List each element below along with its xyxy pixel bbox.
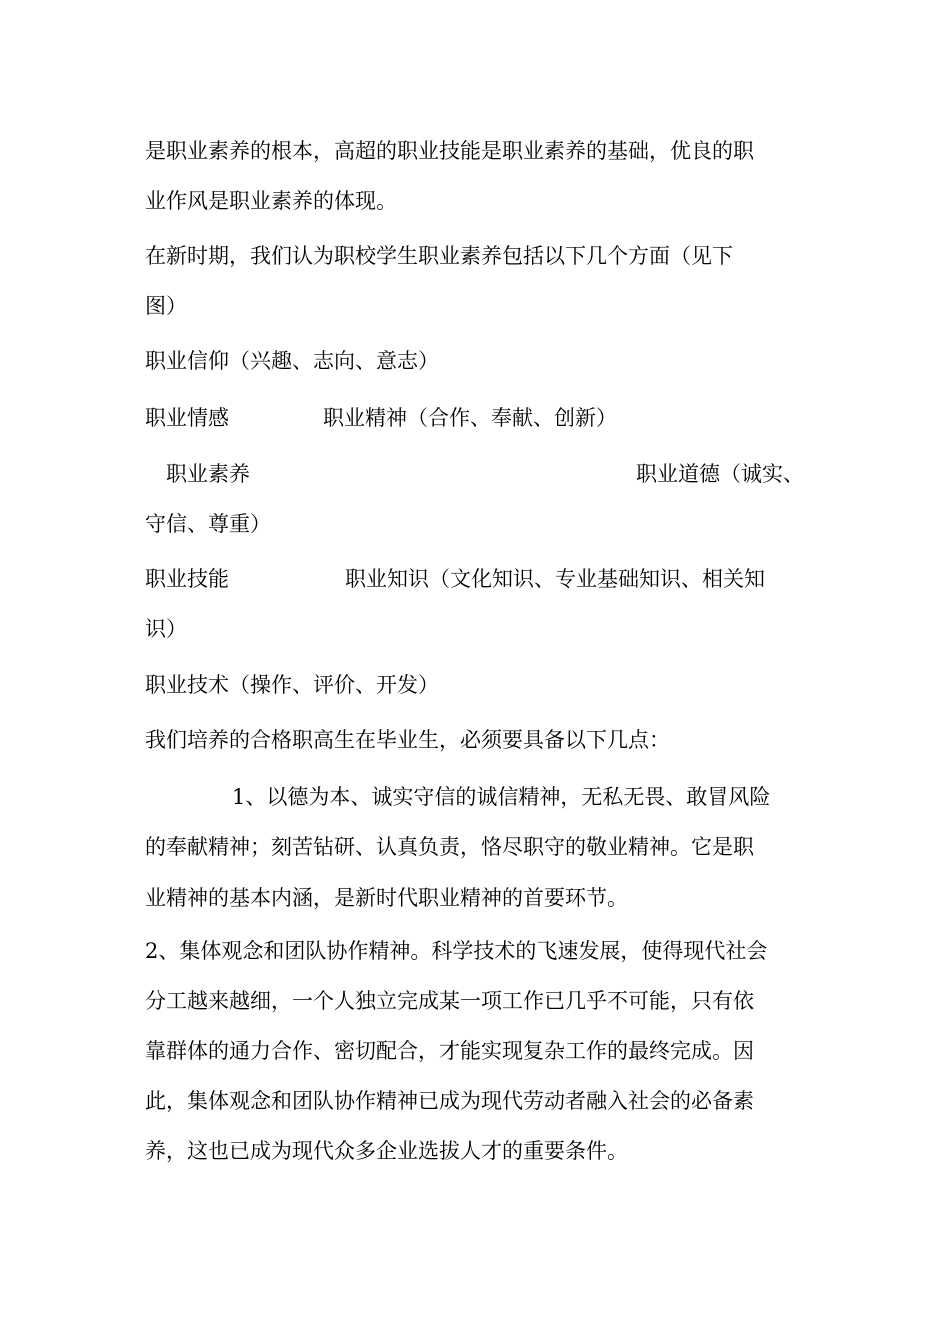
requirements-intro: 我们培养的合格职高生在毕业生，必须要具备以下几点： [145,728,670,752]
point-2-line: 靠群体的通力合作、密切配合，才能实现复杂工作的最终完成。因 [145,1039,754,1063]
diagram-item-knowledge-cont: 识） [145,617,187,641]
paragraph-line: 在新时期，我们认为职校学生职业素养包括以下几个方面（见下 [145,244,733,268]
diagram-item-spirit: 职业精神（合作、奉献、创新） [323,406,617,430]
diagram-item-emotion: 职业情感 [145,406,229,430]
point-1-line: 1、以德为本、诚实守信的诚信精神，无私无畏、敢冒风险 [232,785,771,809]
point-1-line: 的奉献精神；刻苦钻研、认真负责，恪尽职守的敬业精神。它是职 [145,835,754,859]
point-1-line: 业精神的基本内涵，是新时代职业精神的首要环节。 [145,886,628,910]
diagram-item-quality: 职业素养 [166,462,250,486]
diagram-item-ethics: 职业道德（诚实、 [636,462,804,486]
diagram-item-ethics-cont: 守信、尊重） [145,512,271,536]
paragraph-line: 业作风是职业素养的体现。 [145,189,397,213]
point-2-line: 2、集体观念和团队协作精神。科学技术的飞速发展，使得现代社会 [145,939,768,963]
point-2-line: 分工越来越细，一个人独立完成某一项工作已几乎不可能，只有依 [145,989,754,1013]
diagram-item-technique: 职业技术（操作、评价、开发） [145,673,439,697]
diagram-item-belief: 职业信仰（兴趣、志向、意志） [145,349,439,373]
point-2-line: 此，集体观念和团队协作精神已成为现代劳动者融入社会的必备素 [145,1089,754,1113]
point-2-line: 养，这也已成为现代众多企业选拔人才的重要条件。 [145,1139,628,1163]
paragraph-line: 是职业素养的根本，高超的职业技能是职业素养的基础，优良的职 [145,139,754,163]
paragraph-line: 图） [145,294,187,318]
diagram-item-knowledge: 职业知识（文化知识、专业基础知识、相关知 [345,567,765,591]
diagram-item-skill: 职业技能 [145,567,229,591]
